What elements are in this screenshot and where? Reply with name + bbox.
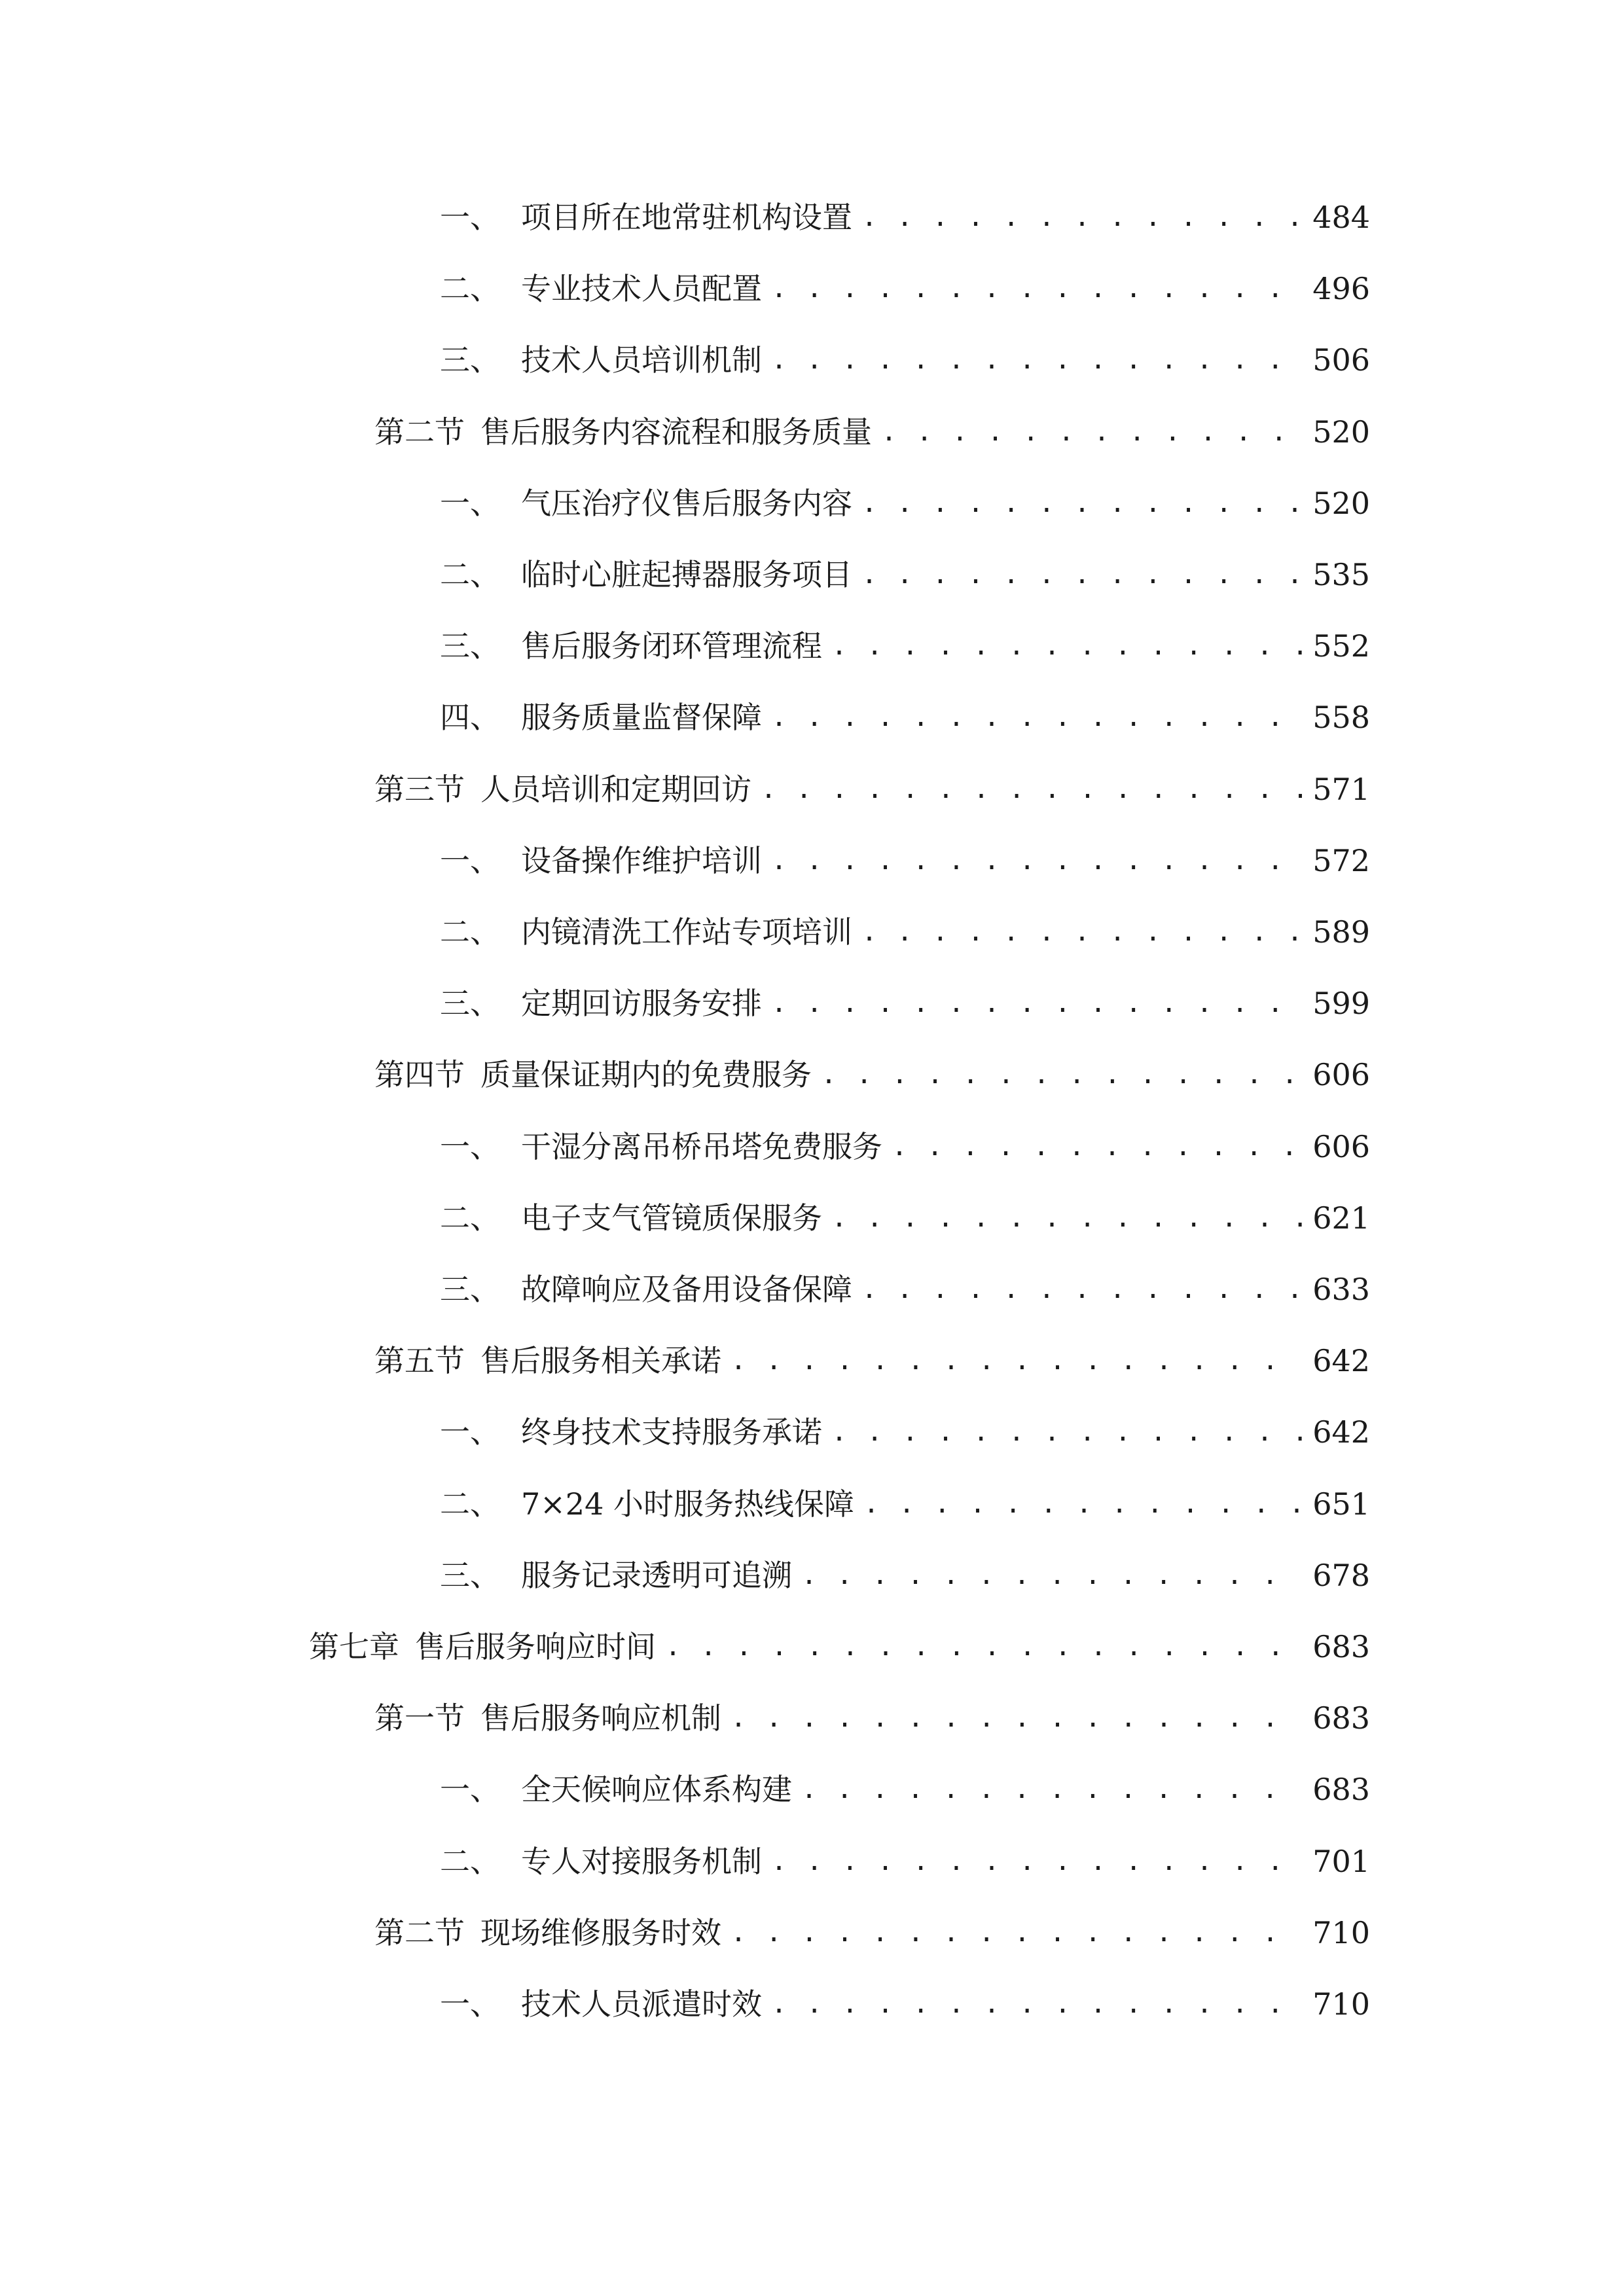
toc-entry-section[interactable] — [374, 1335, 1370, 1387]
toc-entry-marker: 三、 — [440, 986, 500, 1021]
toc-entry-title: 干湿分离吊桥吊塔免费服务 — [521, 1129, 882, 1164]
toc-entry-title: 技术人员派遣时效 — [521, 1986, 762, 2022]
toc-dot-leader — [771, 834, 1303, 887]
toc-dot-leader — [861, 1263, 1303, 1316]
toc-entry-item[interactable] — [440, 1763, 1370, 1816]
toc-entry-marker: 四、 — [440, 700, 500, 735]
toc-entry-item[interactable] — [440, 1263, 1370, 1316]
toc-entry-item[interactable] — [440, 191, 1370, 243]
toc-entry-item[interactable] — [440, 1549, 1370, 1602]
toc-dot-leader — [771, 1835, 1303, 1888]
toc-entry-marker: 第五节 — [374, 1343, 465, 1378]
toc-entry-title: 7×24 小时服务热线保障 — [521, 1486, 854, 1522]
toc-entry-page-number: 683 — [1312, 1772, 1370, 1807]
toc-entry-marker: 三、 — [440, 628, 500, 664]
toc-entry-marker: 第三节 — [374, 772, 465, 807]
toc-dot-leader — [731, 1692, 1303, 1744]
toc-entry-section[interactable] — [374, 763, 1370, 816]
toc-entry-title: 售后服务响应时间 — [415, 1629, 656, 1664]
toc-entry-page-number: 552 — [1312, 628, 1370, 664]
toc-entry-page-number: 678 — [1312, 1558, 1370, 1593]
toc-entry-section[interactable] — [374, 1907, 1370, 1959]
toc-entry-item[interactable] — [440, 977, 1370, 1030]
toc-entry-page-number: 520 — [1312, 414, 1370, 450]
toc-entry-chapter[interactable] — [309, 1621, 1370, 1673]
toc-dot-leader — [731, 1907, 1303, 1959]
toc-entry-page-number: 710 — [1312, 1986, 1370, 2022]
toc-dot-leader — [761, 763, 1303, 816]
toc-dot-leader — [881, 406, 1303, 458]
toc-entry-page-number: 606 — [1312, 1129, 1370, 1164]
toc-entry-title: 现场维修服务时效 — [480, 1915, 721, 1950]
toc-entry-marker: 一、 — [440, 486, 500, 521]
toc-entry-marker: 第七章 — [309, 1629, 399, 1664]
toc-entry-page-number: 642 — [1312, 1414, 1370, 1450]
toc-entry-marker: 一、 — [440, 1414, 500, 1450]
toc-dot-leader — [861, 548, 1303, 601]
toc-entry-marker: 二、 — [440, 1200, 500, 1236]
toc-dot-leader — [731, 1335, 1303, 1387]
toc-entry-title: 项目所在地常驻机构设置 — [521, 200, 852, 235]
toc-dot-leader — [861, 191, 1303, 243]
toc-entry-marker: 二、 — [440, 1844, 500, 1879]
toc-entry-title: 电子支气管镜质保服务 — [521, 1200, 822, 1236]
toc-entry-item[interactable] — [440, 906, 1370, 958]
toc-entry-page-number: 571 — [1312, 772, 1370, 807]
toc-entry-page-number: 621 — [1312, 1200, 1370, 1236]
toc-entry-page-number: 633 — [1312, 1272, 1370, 1307]
toc-entry-marker: 第二节 — [374, 1915, 465, 1950]
toc-entry-item[interactable] — [440, 262, 1370, 315]
toc-entry-page-number: 496 — [1312, 271, 1370, 306]
toc-entry-section[interactable] — [374, 406, 1370, 458]
toc-entry-page-number: 589 — [1312, 914, 1370, 950]
toc-entry-page-number: 484 — [1312, 200, 1370, 235]
toc-entry-item[interactable] — [440, 1406, 1370, 1458]
toc-entry-title: 气压治疗仪售后服务内容 — [521, 486, 852, 521]
toc-entry-title: 故障响应及备用设备保障 — [521, 1272, 852, 1307]
toc-dot-leader — [821, 1049, 1303, 1101]
toc-entry-page-number: 651 — [1312, 1486, 1370, 1522]
toc-dot-leader — [771, 262, 1303, 315]
toc-entry-marker: 第四节 — [374, 1057, 465, 1092]
toc-entry-title: 专业技术人员配置 — [521, 271, 762, 306]
toc-entry-title: 服务质量监督保障 — [521, 700, 762, 735]
toc-entry-marker: 二、 — [440, 557, 500, 592]
toc-entry-marker: 一、 — [440, 1129, 500, 1164]
toc-entry-title: 售后服务内容流程和服务质量 — [480, 414, 872, 450]
toc-entry-page-number: 506 — [1312, 342, 1370, 378]
toc-entry-section[interactable] — [374, 1692, 1370, 1744]
toc-dot-leader — [863, 1478, 1303, 1530]
toc-entry-title: 专人对接服务机制 — [521, 1844, 762, 1879]
toc-entry-item[interactable] — [440, 1835, 1370, 1888]
toc-entry-page-number: 599 — [1312, 986, 1370, 1021]
toc-entry-marker: 三、 — [440, 1272, 500, 1307]
toc-entry-item[interactable] — [440, 620, 1370, 672]
toc-entry-item[interactable] — [440, 1478, 1370, 1530]
toc-entry-title: 内镜清洗工作站专项培训 — [521, 914, 852, 950]
toc-entry-page-number: 558 — [1312, 700, 1370, 735]
toc-entry-section[interactable] — [374, 1049, 1370, 1101]
toc-entry-marker: 一、 — [440, 1986, 500, 2022]
toc-dot-leader — [831, 1192, 1303, 1244]
toc-entry-marker: 二、 — [440, 1486, 500, 1522]
toc-entry-page-number: 572 — [1312, 843, 1370, 878]
toc-entry-page-number: 701 — [1312, 1844, 1370, 1879]
toc-entry-page-number: 520 — [1312, 486, 1370, 521]
toc-entry-item[interactable] — [440, 834, 1370, 887]
toc-entry-item[interactable] — [440, 691, 1370, 744]
toc-entry-title: 质量保证期内的免费服务 — [480, 1057, 812, 1092]
toc-entry-title: 人员培训和定期回访 — [480, 772, 751, 807]
toc-entry-marker: 一、 — [440, 1772, 500, 1807]
toc-dot-leader — [771, 1978, 1303, 2030]
toc-dot-leader — [801, 1549, 1303, 1602]
toc-entry-item[interactable] — [440, 334, 1370, 386]
toc-entry-page-number: 683 — [1312, 1700, 1370, 1736]
toc-entry-page-number: 683 — [1312, 1629, 1370, 1664]
toc-dot-leader — [771, 691, 1303, 744]
toc-dot-leader — [892, 1121, 1303, 1173]
toc-entry-marker: 第二节 — [374, 414, 465, 450]
toc-entry-marker: 一、 — [440, 843, 500, 878]
toc-dot-leader — [771, 334, 1303, 386]
toc-dot-leader — [861, 906, 1303, 958]
toc-entry-title: 服务记录透明可追溯 — [521, 1558, 792, 1593]
toc-entry-title: 售后服务相关承诺 — [480, 1343, 721, 1378]
toc-entry-marker: 一、 — [440, 200, 500, 235]
toc-entry-title: 全天候响应体系构建 — [521, 1772, 792, 1807]
toc-entry-title: 定期回访服务安排 — [521, 986, 762, 1021]
toc-dot-leader — [831, 1406, 1303, 1458]
toc-dot-leader — [665, 1621, 1303, 1673]
toc-entry-item[interactable] — [440, 1978, 1370, 2030]
toc-entry-title: 售后服务响应机制 — [480, 1700, 721, 1736]
toc-entry-marker: 第一节 — [374, 1700, 465, 1736]
toc-entry-item[interactable] — [440, 1121, 1370, 1173]
toc-entry-page-number: 535 — [1312, 557, 1370, 592]
toc-entry-title: 技术人员培训机制 — [521, 342, 762, 378]
toc-entry-marker: 二、 — [440, 914, 500, 950]
toc-entry-page-number: 606 — [1312, 1057, 1370, 1092]
toc-entry-title: 终身技术支持服务承诺 — [521, 1414, 822, 1450]
toc-entry-item[interactable] — [440, 548, 1370, 601]
toc-dot-leader — [771, 977, 1303, 1030]
toc-entry-title: 设备操作维护培训 — [521, 843, 762, 878]
toc-entry-marker: 三、 — [440, 342, 500, 378]
toc-entry-title: 临时心脏起搏器服务项目 — [521, 557, 852, 592]
toc-entry-page-number: 710 — [1312, 1915, 1370, 1950]
toc-entry-title: 售后服务闭环管理流程 — [521, 628, 822, 664]
toc-entry-marker: 二、 — [440, 271, 500, 306]
toc-entry-item[interactable] — [440, 1192, 1370, 1244]
toc-entry-marker: 三、 — [440, 1558, 500, 1593]
toc-entry-item[interactable] — [440, 477, 1370, 529]
toc-dot-leader — [861, 477, 1303, 529]
toc-entry-page-number: 642 — [1312, 1343, 1370, 1378]
toc-dot-leader — [801, 1763, 1303, 1816]
toc-dot-leader — [831, 620, 1303, 672]
